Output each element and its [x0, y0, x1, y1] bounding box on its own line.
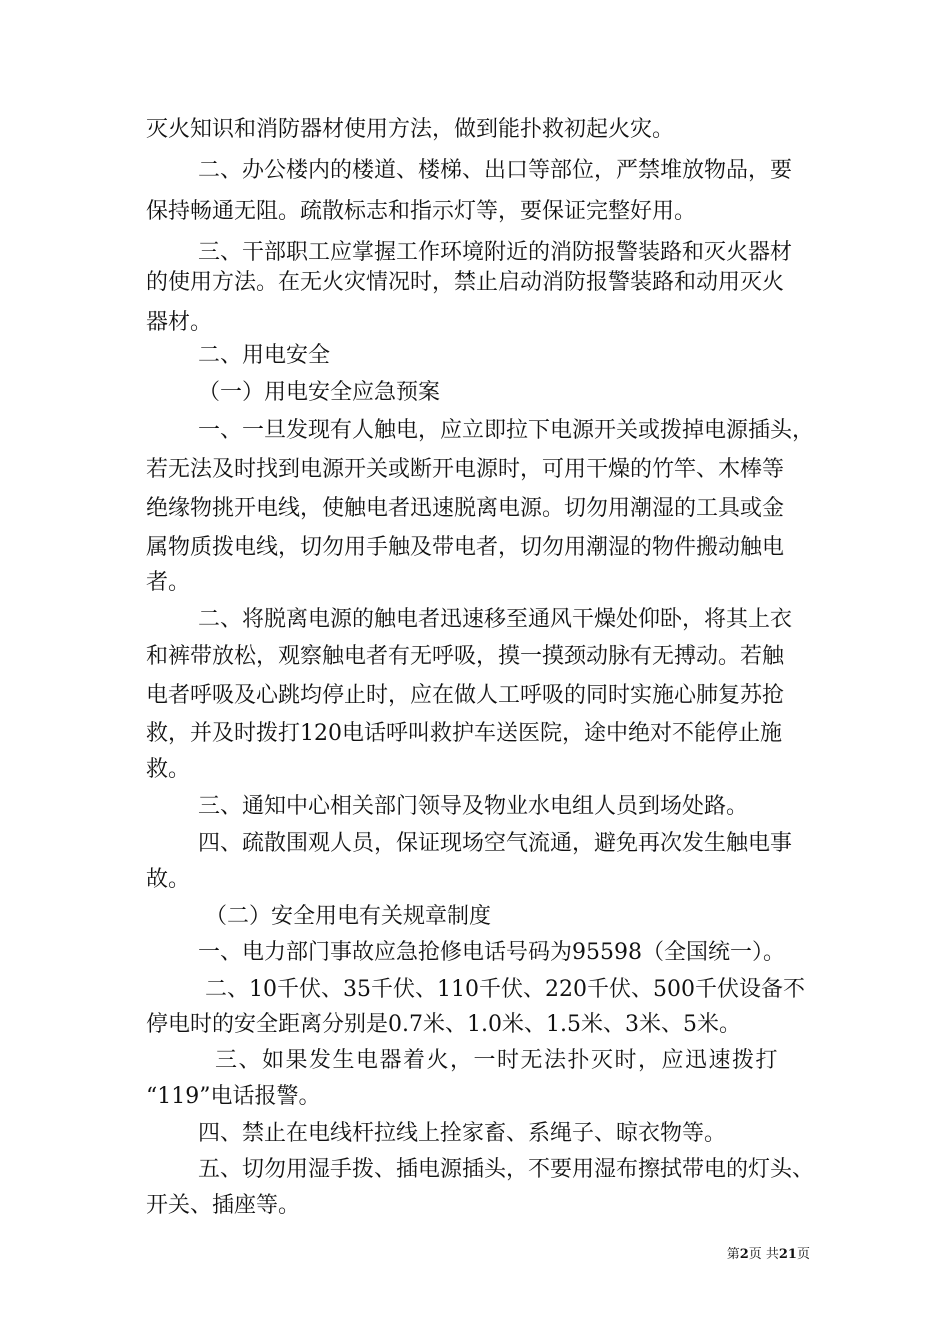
section-heading: 二、用电安全: [198, 343, 331, 368]
footer-prefix: 第: [726, 1247, 740, 1262]
text-line: 器材。: [146, 310, 213, 335]
text-line: 五、切勿用湿手拨、插电源插头，不要用湿布擦拭带电的灯头、: [198, 1157, 815, 1182]
text-line: 灭火知识和消防器材使用方法，做到能扑救初起火灾。: [146, 117, 675, 142]
text-line: 一、一旦发现有人触电，应立即拉下电源开关或拨掉电源插头，: [198, 418, 815, 443]
text-line: 三、干部职工应掌握工作环境附近的消防报警装路和灭火器材: [198, 240, 793, 265]
page-number-footer: [700, 1247, 810, 1263]
text-line: 故。: [146, 867, 191, 892]
text-line: 的使用方法。在无火灾情况时，禁止启动消防报警装路和动用灭火: [146, 270, 785, 295]
text-line: 三、如果发生电器着火，一时无法扑灭时，应迅速拨打: [215, 1048, 780, 1073]
text-line: 一、电力部门事故应急抢修电话号码为95598（全国统一）。: [198, 940, 785, 965]
text-line: 四、禁止在电线杆拉线上拴家畜、系绳子、晾衣物等。: [198, 1121, 727, 1146]
footer-middle: 页 共: [748, 1247, 779, 1262]
text-line: 二、将脱离电源的触电者迅速移至通风干燥处仰卧，将其上衣: [198, 607, 793, 632]
subsection-heading: （一）用电安全应急预案: [198, 380, 441, 405]
text-line: 停电时的安全距离分别是0.7米、1.0米、1.5米、3米、5米。: [146, 1012, 741, 1037]
text-line: 救，并及时拨打120电话呼叫救护车送医院，途中绝对不能停止施: [146, 721, 782, 746]
text-line: 绝缘物挑开电线，使触电者迅速脱离电源。切勿用潮湿的工具或金: [146, 496, 785, 521]
text-line: 若无法及时找到电源开关或断开电源时，可用干燥的竹竿、木棒等: [146, 457, 785, 482]
text-line: 保持畅通无阻。疏散标志和指示灯等，要保证完整好用。: [146, 199, 697, 224]
text-line: 救。: [146, 757, 191, 782]
text-line: 和裤带放松，观察触电者有无呼吸，摸一摸颈动脉有无搏动。若触: [146, 644, 785, 669]
current-page-number: 2: [739, 1247, 749, 1262]
text-line: 电者呼吸及心跳均停止时，应在做人工呼吸的同时实施心肺复苏抢: [146, 683, 785, 708]
total-page-count: 21: [778, 1247, 797, 1262]
subsection-heading: （二）安全用电有关规章制度: [205, 904, 492, 929]
text-line: 四、疏散围观人员，保证现场空气流通，避免再次发生触电事: [198, 831, 793, 856]
text-line: 属物质拨电线，切勿用手触及带电者，切勿用潮湿的物件搬动触电: [146, 535, 785, 560]
text-line: “119”电话报警。: [146, 1084, 321, 1109]
text-line: 者。: [146, 570, 191, 595]
footer-suffix: 页: [796, 1247, 810, 1262]
text-line: 二、10千伏、35千伏、110千伏、220千伏、500千伏设备不: [205, 977, 805, 1002]
text-line: 三、通知中心相关部门领导及物业水电组人员到场处路。: [198, 794, 749, 819]
text-line: 开关、插座等。: [146, 1193, 301, 1218]
text-line: 二、办公楼内的楼道、楼梯、出口等部位，严禁堆放物品，要: [198, 158, 793, 183]
